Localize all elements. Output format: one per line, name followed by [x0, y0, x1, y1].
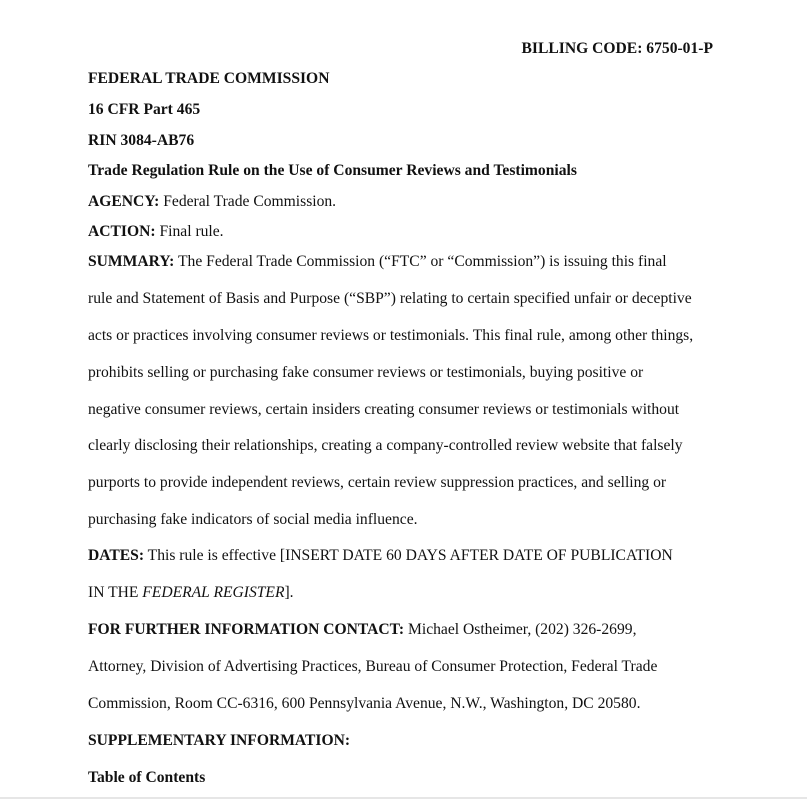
contact-label: FOR FURTHER INFORMATION CONTACT: — [88, 621, 405, 638]
summary-line: rule and Statement of Basis and Purpose (“SBP”) relating to certain specified unfair or deceptive — [88, 290, 692, 307]
dates-line-2 — [88, 584, 294, 602]
summary-line: acts or practices involving consumer reviews or testimonials. This final rule, among other things, — [88, 327, 694, 344]
dates-line — [88, 547, 673, 565]
contact-line — [88, 621, 636, 639]
table-of-contents-heading: Table of Contents — [88, 769, 206, 786]
action-text: Final rule. — [159, 223, 224, 240]
supplementary-information-heading: SUPPLEMENTARY INFORMATION: — [88, 732, 351, 749]
dates-text: This rule is effective [INSERT DATE 60 DAYS AFTER DATE OF PUBLICATION — [147, 547, 673, 564]
agency-label: AGENCY: — [88, 193, 160, 210]
federal-register-italic: FEDERAL REGISTER — [142, 584, 285, 601]
action-label: ACTION: — [88, 223, 156, 240]
contact-line: Attorney, Division of Advertising Practices, Bureau of Consumer Protection, Federal Trade — [88, 658, 658, 675]
action-line — [88, 223, 224, 241]
summary-text: The Federal Trade Commission (“FTC” or “Commission”) is issuing this final — [178, 253, 667, 270]
summary-label: SUMMARY: — [88, 253, 175, 270]
rule-title: Trade Regulation Rule on the Use of Consumer Reviews and Testimonials — [88, 162, 577, 179]
agency-text: Federal Trade Commission. — [163, 193, 337, 210]
summary-line: prohibits selling or purchasing fake consumer reviews or testimonials, buying positive or — [88, 364, 644, 381]
dates-suffix: ]. — [284, 584, 294, 601]
dates-prefix: IN THE — [88, 584, 143, 601]
agency-name-heading: FEDERAL TRADE COMMISSION — [88, 70, 330, 87]
summary-line: purchasing fake indicators of social media influence. — [88, 511, 418, 528]
summary-line — [88, 253, 667, 271]
summary-line: purports to provide independent reviews, certain review suppression practices, and selling or — [88, 474, 667, 491]
contact-line: Commission, Room CC-6316, 600 Pennsylvania Avenue, N.W., Washington, DC 20580. — [88, 695, 641, 712]
agency-line — [88, 193, 336, 211]
summary-line: clearly disclosing their relationships, creating a company-controlled review website that falsely — [88, 437, 683, 454]
dates-label: DATES: — [88, 547, 145, 564]
contact-text: Michael Ostheimer, (202) 326-2699, — [408, 621, 637, 638]
billing-code: BILLING CODE: 6750-01-P — [521, 40, 713, 57]
summary-line: negative consumer reviews, certain insiders creating consumer reviews or testimonials without — [88, 401, 680, 418]
rin-number: RIN 3084-AB76 — [88, 132, 195, 149]
cfr-part: 16 CFR Part 465 — [88, 101, 201, 118]
